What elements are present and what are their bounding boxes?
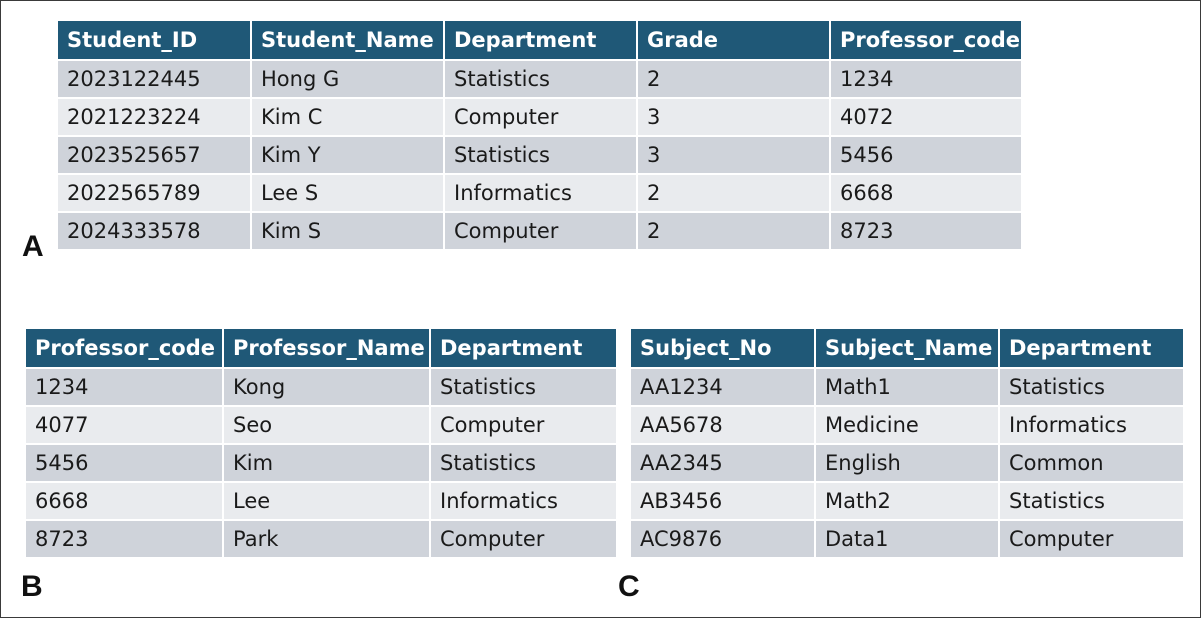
table-row: [631, 444, 1183, 482]
cell-professor-code: 5456: [26, 444, 223, 482]
cell-subject-name: Math2: [815, 482, 999, 520]
table-row: [631, 482, 1183, 520]
table-row: [26, 444, 616, 482]
cell-professor-code: 6668: [830, 174, 1021, 212]
cell-subject-no: AA2345: [631, 444, 815, 482]
table-row: [58, 212, 1021, 250]
cell-professor-code: 4077: [26, 406, 223, 444]
header-professor-name: Professor_Name: [223, 329, 430, 368]
header-row: [26, 329, 616, 368]
cell-grade: 3: [637, 98, 830, 136]
cell-subject-name: Medicine: [815, 406, 999, 444]
table-row: [631, 520, 1183, 558]
cell-student-id: 2022565789: [58, 174, 251, 212]
header-subject-no: Subject_No: [631, 329, 815, 368]
cell-professor-name: Lee: [223, 482, 430, 520]
cell-subject-no: AA1234: [631, 368, 815, 406]
cell-professor-code: 8723: [830, 212, 1021, 250]
cell-subject-no: AB3456: [631, 482, 815, 520]
cell-professor-code: 1234: [26, 368, 223, 406]
cell-department: Informatics: [430, 482, 616, 520]
cell-professor-code: 5456: [830, 136, 1021, 174]
header-student-name: Student_Name: [251, 21, 444, 60]
cell-department: Statistics: [444, 136, 637, 174]
cell-subject-name: Math1: [815, 368, 999, 406]
cell-student-id: 2023525657: [58, 136, 251, 174]
cell-professor-name: Seo: [223, 406, 430, 444]
cell-professor-name: Kim: [223, 444, 430, 482]
header-subject-name: Subject_Name: [815, 329, 999, 368]
cell-student-id: 2021223224: [58, 98, 251, 136]
table-row: [58, 174, 1021, 212]
professor-table: [26, 329, 616, 559]
cell-department: Statistics: [444, 60, 637, 98]
cell-student-name: Lee S: [251, 174, 444, 212]
subject-table: [631, 329, 1183, 559]
cell-student-id: 2024333578: [58, 212, 251, 250]
cell-grade: 3: [637, 136, 830, 174]
cell-professor-code: 1234: [830, 60, 1021, 98]
header-row: [58, 21, 1021, 60]
cell-professor-code: 6668: [26, 482, 223, 520]
cell-student-name: Kim C: [251, 98, 444, 136]
cell-department: Computer: [430, 520, 616, 558]
cell-student-name: Hong G: [251, 60, 444, 98]
cell-subject-name: English: [815, 444, 999, 482]
cell-department: Computer: [444, 98, 637, 136]
panel-label-c: C: [618, 570, 640, 603]
cell-student-id: 2023122445: [58, 60, 251, 98]
cell-department: Informatics: [999, 406, 1183, 444]
table-row: [26, 482, 616, 520]
student-table: [58, 21, 1021, 251]
cell-department: Common: [999, 444, 1183, 482]
table-row: [26, 368, 616, 406]
header-department: Department: [444, 21, 637, 60]
panel-label-a: A: [22, 230, 44, 263]
cell-department: Computer: [999, 520, 1183, 558]
header-department: Department: [430, 329, 616, 368]
cell-professor-name: Kong: [223, 368, 430, 406]
cell-department: Statistics: [999, 368, 1183, 406]
header-professor-code: Professor_code: [830, 21, 1021, 60]
panel-label-b: B: [21, 570, 43, 603]
cell-professor-code: 4072: [830, 98, 1021, 136]
table-row: [26, 520, 616, 558]
table-row: [631, 368, 1183, 406]
header-professor-code: Professor_code: [26, 329, 223, 368]
cell-department: Statistics: [999, 482, 1183, 520]
cell-professor-code: 8723: [26, 520, 223, 558]
cell-subject-no: AC9876: [631, 520, 815, 558]
cell-professor-name: Park: [223, 520, 430, 558]
header-row: [631, 329, 1183, 368]
cell-department: Statistics: [430, 368, 616, 406]
cell-subject-name: Data1: [815, 520, 999, 558]
header-student-id: Student_ID: [58, 21, 251, 60]
cell-department: Computer: [444, 212, 637, 250]
cell-subject-no: AA5678: [631, 406, 815, 444]
header-grade: Grade: [637, 21, 830, 60]
cell-student-name: Kim Y: [251, 136, 444, 174]
cell-department: Informatics: [444, 174, 637, 212]
cell-department: Computer: [430, 406, 616, 444]
table-row: [58, 98, 1021, 136]
table-row: [58, 136, 1021, 174]
table-row: [58, 60, 1021, 98]
cell-grade: 2: [637, 174, 830, 212]
table-row: [26, 406, 616, 444]
header-department: Department: [999, 329, 1183, 368]
cell-grade: 2: [637, 212, 830, 250]
cell-grade: 2: [637, 60, 830, 98]
cell-student-name: Kim S: [251, 212, 444, 250]
cell-department: Statistics: [430, 444, 616, 482]
table-row: [631, 406, 1183, 444]
